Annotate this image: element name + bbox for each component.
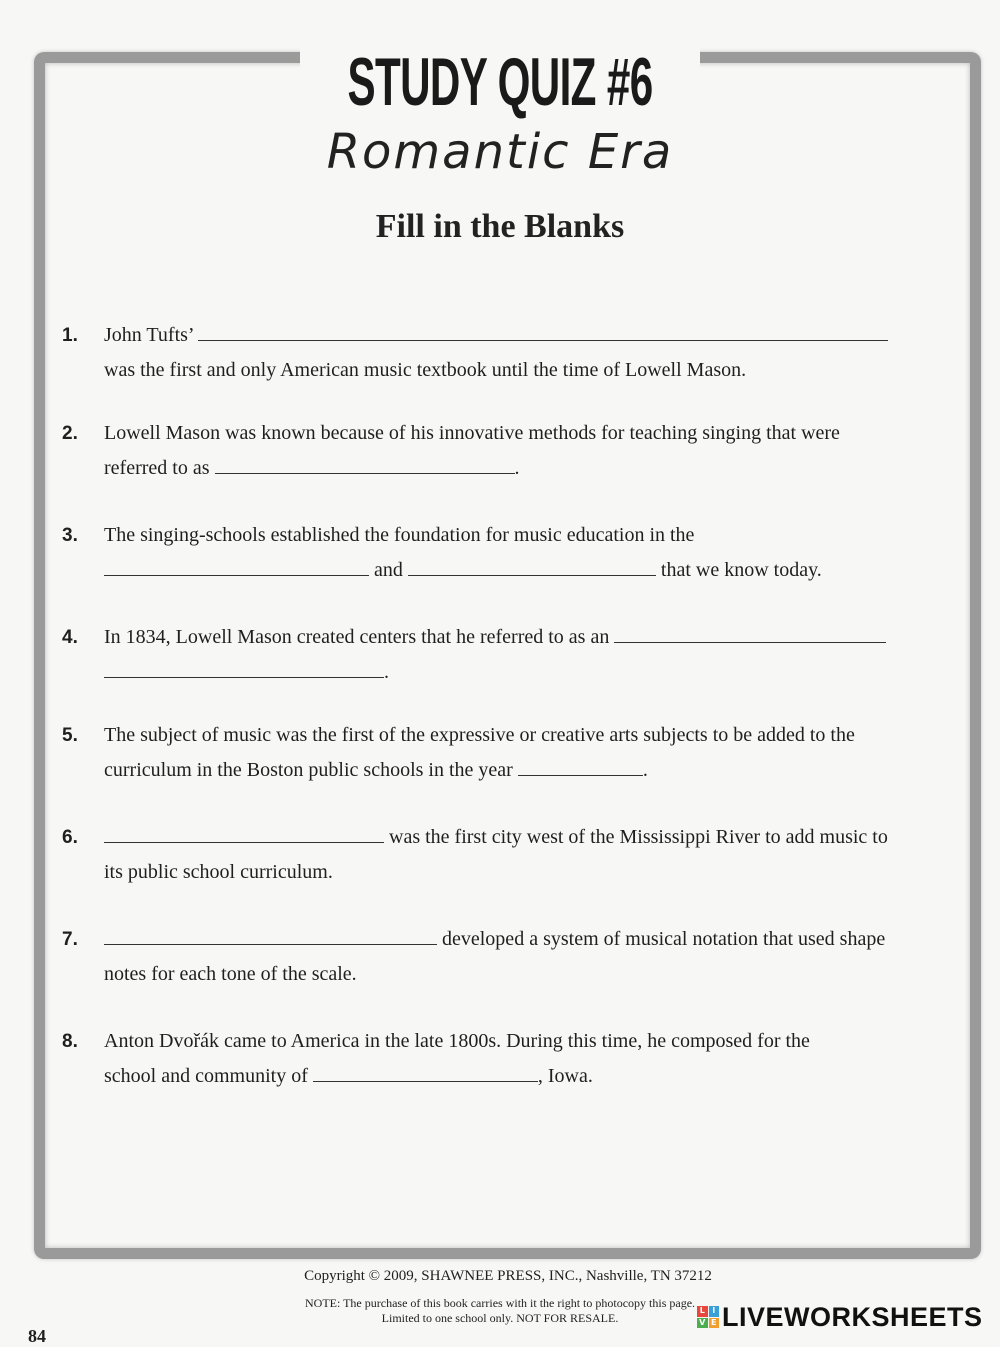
- question-number: 4.: [62, 627, 78, 648]
- answer-blank[interactable]: [313, 1061, 538, 1082]
- question-3: [62, 518, 942, 588]
- answer-blank[interactable]: [408, 555, 656, 576]
- question-number: 5.: [62, 725, 78, 746]
- question-text: was the first and only American music textbook until the time of Lowell Mason.: [104, 359, 747, 381]
- answer-blank[interactable]: [104, 555, 369, 576]
- answer-blank[interactable]: [215, 453, 515, 474]
- limit-line: Limited to one school only. NOT FOR RESALE.: [381, 1311, 619, 1325]
- page-number: 84: [28, 1326, 46, 1346]
- question-1: [62, 318, 942, 388]
- section-heading: Fill in the Blanks: [375, 208, 625, 245]
- liveworksheets-logo-icon: [697, 1306, 719, 1328]
- quiz-subtitle: Romantic Era: [326, 124, 674, 180]
- liveworksheets-text: LIVEWORKSHEETS: [722, 1301, 983, 1332]
- question-text: Lowell Mason was known because of his innovative methods for teaching singing that were: [104, 422, 840, 444]
- question-number: 7.: [62, 929, 78, 950]
- question-8: [62, 1024, 942, 1094]
- question-text: referred to as: [104, 457, 210, 479]
- question-number: 3.: [62, 525, 78, 546]
- question-text: .: [514, 457, 520, 479]
- question-text: In 1834, Lowell Mason created centers that he referred to as an: [104, 626, 610, 648]
- question-text: school and community of: [104, 1065, 308, 1087]
- question-text: The subject of music was the first of the expressive or creative arts subjects to be added to the: [104, 724, 855, 746]
- question-7: [62, 922, 942, 992]
- liveworksheets-watermark: [695, 1302, 983, 1332]
- question-number: 1.: [62, 325, 78, 346]
- question-text: Anton Dvořák came to America in the late 1800s. During this time, he composed for the: [104, 1030, 810, 1052]
- question-text: .: [642, 759, 648, 781]
- question-4: [62, 620, 942, 690]
- question-2: [62, 416, 942, 486]
- question-text: curriculum in the Boston public schools in the year: [104, 759, 513, 781]
- question-text: notes for each tone of the scale.: [104, 963, 357, 985]
- question-text: .: [384, 661, 389, 683]
- question-6: [62, 820, 942, 890]
- copyright-line: Copyright © 2009, SHAWNEE PRESS, INC., Nashville, TN 37212: [304, 1268, 712, 1284]
- answer-blank[interactable]: [104, 924, 437, 945]
- question-text: developed a system of musical notation that used shape: [442, 928, 886, 950]
- logo-tile: E: [709, 1318, 720, 1329]
- question-text: its public school curriculum.: [104, 861, 333, 883]
- answer-blank[interactable]: [614, 622, 886, 643]
- answer-blank[interactable]: [518, 755, 643, 776]
- question-number: 2.: [62, 423, 78, 444]
- answer-blank[interactable]: [104, 822, 384, 843]
- question-text: John Tufts’: [104, 324, 194, 346]
- question-5: [62, 718, 942, 788]
- logo-tile: V: [697, 1318, 708, 1329]
- answer-blank[interactable]: [104, 657, 384, 678]
- question-number: 8.: [62, 1031, 78, 1052]
- question-text: The singing-schools established the foundation for music education in the: [104, 524, 695, 546]
- note-line: NOTE: The purchase of this book carries with it the right to photocopy this page.: [304, 1296, 696, 1310]
- logo-tile: L: [697, 1306, 708, 1317]
- logo-tile: I: [709, 1306, 720, 1317]
- answer-blank[interactable]: [198, 320, 888, 341]
- question-text: was the first city west of the Mississippi River to add music to: [389, 826, 888, 848]
- question-text: , Iowa.: [537, 1065, 593, 1087]
- question-number: 6.: [62, 827, 78, 848]
- question-text: and: [374, 559, 403, 581]
- question-text: that we know today.: [660, 559, 822, 581]
- quiz-title: STUDY QUIZ #6: [347, 44, 653, 120]
